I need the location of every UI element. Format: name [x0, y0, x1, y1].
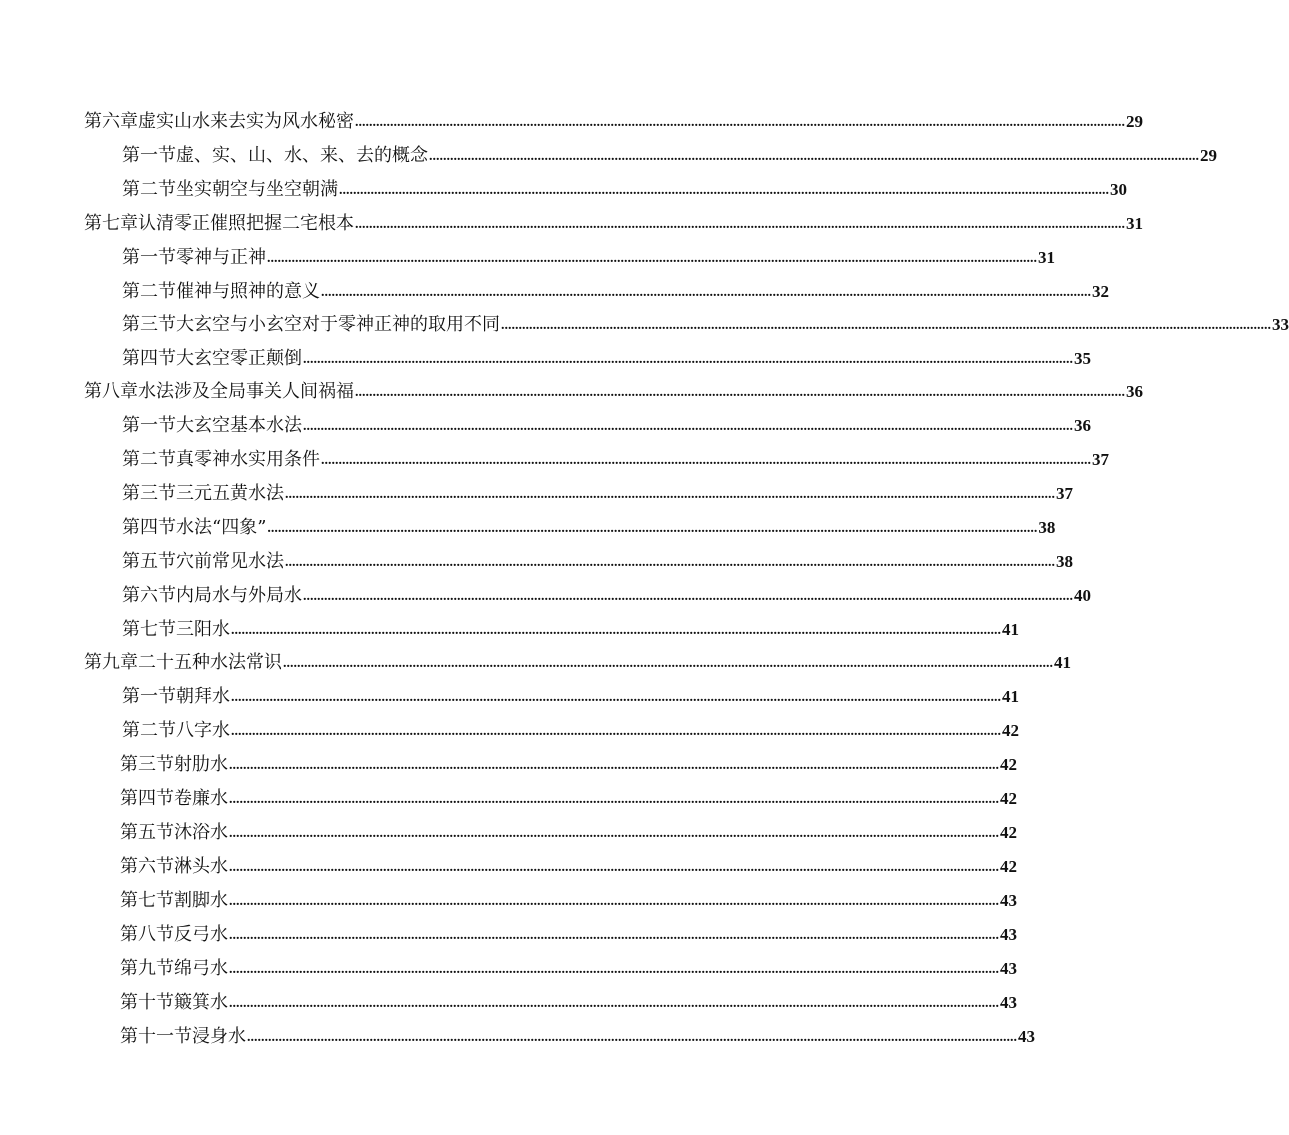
- toc-entry-number: 第十一节: [120, 1026, 192, 1047]
- toc-section-entry[interactable]: [122, 340, 1091, 370]
- toc-section-entry[interactable]: [122, 678, 1019, 708]
- toc-dot-leader: ............................................................................................................................................................................................................................: [285, 487, 1055, 502]
- toc-entry-title: 朝拜水: [176, 686, 230, 707]
- toc-dot-leader: ............................................................................................................................................................................................................................: [231, 623, 1001, 638]
- toc-chapter-entry[interactable]: [84, 644, 1071, 674]
- toc-entry-title: 簸箕水: [174, 992, 228, 1013]
- toc-dot-leader: ............................................................................................................................................................................................................................: [355, 385, 1125, 400]
- toc-dot-leader: ............................................................................................................................................................................................................................: [229, 792, 999, 807]
- toc-entry-number: 第七章: [84, 213, 138, 234]
- toc-entry-number: 第十节: [120, 992, 174, 1013]
- toc-entry-page-number: 29: [1126, 112, 1143, 131]
- toc-dot-leader: ............................................................................................................................................................................................................................: [229, 758, 999, 773]
- toc-dot-leader: ............................................................................................................................................................................................................................: [339, 183, 1109, 198]
- toc-entry-number: 第九章: [84, 652, 138, 673]
- toc-entry-title: 淋头水: [174, 856, 228, 877]
- toc-entry-title: 虚实山水来去实为风水秘密: [138, 111, 354, 132]
- toc-dot-leader: ............................................................................................................................................................................................................................: [303, 589, 1073, 604]
- toc-section-entry[interactable]: [122, 273, 1109, 303]
- toc-dot-leader: ............................................................................................................................................................................................................................: [229, 996, 999, 1011]
- toc-section-entry[interactable]: [122, 543, 1073, 573]
- toc-entry-page-number: 33: [1272, 315, 1289, 334]
- toc-entry-number: 第八章: [84, 381, 138, 402]
- toc-dot-leader: ............................................................................................................................................................................................................................: [285, 555, 1055, 570]
- toc-entry-title: 水法“四象”: [176, 517, 267, 538]
- toc-entry-number: 第六节: [122, 585, 176, 606]
- toc-section-entry[interactable]: [122, 137, 1217, 167]
- toc-entry-number: 第七节: [120, 890, 174, 911]
- toc-entry-page-number: 42: [1000, 823, 1017, 842]
- toc-entry-number: 第一节: [122, 686, 176, 707]
- toc-dot-leader: ............................................................................................................................................................................................................................: [267, 521, 1038, 536]
- toc-dot-leader: ............................................................................................................................................................................................................................: [303, 352, 1073, 367]
- toc-entry-number: 第六章: [84, 111, 138, 132]
- toc-entry-page-number: 41: [1002, 687, 1019, 706]
- toc-dot-leader: ............................................................................................................................................................................................................................: [321, 285, 1091, 300]
- toc-entry-page-number: 42: [1000, 857, 1017, 876]
- toc-entry-title: 大玄空零正颠倒: [176, 348, 302, 369]
- toc-entry-title: 八字水: [176, 720, 230, 741]
- toc-section-entry[interactable]: [120, 780, 1017, 810]
- toc-dot-leader: ............................................................................................................................................................................................................................: [303, 419, 1073, 434]
- toc-entry-page-number: 37: [1056, 484, 1073, 503]
- toc-entry-number: 第四节: [120, 788, 174, 809]
- toc-entry-title: 二十五种水法常识: [138, 652, 282, 673]
- toc-section-entry[interactable]: [120, 746, 1017, 776]
- toc-entry-number: 第三节: [122, 483, 176, 504]
- toc-entry-title: 卷廉水: [174, 788, 228, 809]
- toc-entry-title: 认清零正催照把握二宅根本: [138, 213, 354, 234]
- toc-dot-leader: ............................................................................................................................................................................................................................: [229, 928, 999, 943]
- toc-section-entry[interactable]: [122, 239, 1055, 269]
- toc-entry-number: 第九节: [120, 958, 174, 979]
- toc-dot-leader: ............................................................................................................................................................................................................................: [429, 149, 1199, 164]
- toc-entry-title: 大玄空基本水法: [176, 415, 302, 436]
- toc-entry-page-number: 43: [1018, 1027, 1035, 1046]
- toc-entry-title: 三阳水: [176, 619, 230, 640]
- toc-dot-leader: ............................................................................................................................................................................................................................: [229, 826, 999, 841]
- toc-entry-title: 反弓水: [174, 924, 228, 945]
- toc-entry-number: 第七节: [122, 619, 176, 640]
- toc-entry-title: 三元五黄水法: [176, 483, 284, 504]
- toc-entry-title: 水法涉及全局事关人间祸福: [138, 381, 354, 402]
- toc-dot-leader: ............................................................................................................................................................................................................................: [267, 251, 1037, 266]
- toc-entry-page-number: 43: [1000, 993, 1017, 1012]
- toc-section-entry[interactable]: [120, 848, 1017, 878]
- toc-section-entry[interactable]: [122, 475, 1073, 505]
- toc-entry-page-number: 43: [1000, 891, 1017, 910]
- toc-entry-page-number: 31: [1038, 248, 1055, 267]
- toc-section-entry[interactable]: [120, 984, 1017, 1014]
- toc-entry-page-number: 42: [1002, 721, 1019, 740]
- toc-entry-page-number: 29: [1200, 146, 1217, 165]
- toc-entry-number: 第一节: [122, 415, 176, 436]
- toc-entry-title: 浸身水: [192, 1026, 246, 1047]
- toc-entry-page-number: 32: [1092, 282, 1109, 301]
- toc-chapter-entry[interactable]: [84, 103, 1143, 133]
- toc-section-entry[interactable]: [122, 577, 1091, 607]
- toc-section-entry[interactable]: [120, 950, 1017, 980]
- toc-dot-leader: ............................................................................................................................................................................................................................: [231, 724, 1001, 739]
- toc-entry-title: 割脚水: [174, 890, 228, 911]
- toc-section-entry[interactable]: [120, 882, 1017, 912]
- toc-entry-title: 射肋水: [174, 754, 228, 775]
- toc-entry-page-number: 30: [1110, 180, 1127, 199]
- toc-entry-page-number: 35: [1074, 349, 1091, 368]
- toc-section-entry[interactable]: [120, 814, 1017, 844]
- toc-entry-number: 第一节: [122, 247, 176, 268]
- toc-entry-page-number: 31: [1126, 214, 1143, 233]
- toc-section-entry[interactable]: [122, 407, 1091, 437]
- toc-entry-page-number: 42: [1000, 755, 1017, 774]
- toc-entry-title: 虚、实、山、水、来、去的概念: [176, 145, 428, 166]
- toc-entry-title: 坐实朝空与坐空朝满: [176, 179, 338, 200]
- toc-section-entry[interactable]: [122, 441, 1109, 471]
- toc-section-entry[interactable]: [122, 712, 1019, 742]
- toc-dot-leader: ............................................................................................................................................................................................................................: [229, 894, 999, 909]
- toc-dot-leader: ............................................................................................................................................................................................................................: [229, 962, 999, 977]
- toc-entry-page-number: 42: [1000, 789, 1017, 808]
- toc-entry-page-number: 38: [1038, 518, 1056, 537]
- toc-entry-number: 第四节: [122, 348, 176, 369]
- toc-entry-page-number: 36: [1126, 382, 1143, 401]
- toc-dot-leader: ............................................................................................................................................................................................................................: [501, 318, 1271, 333]
- toc-entry-page-number: 43: [1000, 925, 1017, 944]
- toc-entry-title: 催神与照神的意义: [176, 281, 320, 302]
- toc-entry-number: 第四节: [122, 517, 176, 538]
- toc-chapter-entry[interactable]: [84, 205, 1143, 235]
- toc-entry-title: 内局水与外局水: [176, 585, 302, 606]
- toc-entry-number: 第二节: [122, 720, 176, 741]
- toc-section-entry[interactable]: [120, 1018, 1035, 1048]
- toc-entry-number: 第五节: [122, 551, 176, 572]
- toc-dot-leader: ............................................................................................................................................................................................................................: [355, 217, 1125, 232]
- toc-entry-title: 零神与正神: [176, 247, 266, 268]
- toc-entry-number: 第二节: [122, 179, 176, 200]
- toc-entry-number: 第五节: [120, 822, 174, 843]
- toc-section-entry[interactable]: [122, 611, 1019, 641]
- toc-entry-number: 第一节: [122, 145, 176, 166]
- toc-entry-title: 绵弓水: [174, 958, 228, 979]
- toc-section-entry[interactable]: [120, 916, 1017, 946]
- toc-section-entry[interactable]: [122, 171, 1127, 201]
- toc-entry-title: 沐浴水: [174, 822, 228, 843]
- toc-dot-leader: ............................................................................................................................................................................................................................: [283, 656, 1053, 671]
- toc-entry-page-number: 37: [1092, 450, 1109, 469]
- toc-entry-page-number: 38: [1056, 552, 1073, 571]
- toc-entry-number: 第三节: [120, 754, 174, 775]
- toc-entry-number: 第三节: [122, 314, 176, 335]
- toc-dot-leader: ............................................................................................................................................................................................................................: [229, 860, 999, 875]
- toc-section-entry[interactable]: [122, 509, 1056, 539]
- toc-dot-leader: ............................................................................................................................................................................................................................: [247, 1030, 1017, 1045]
- toc-entry-page-number: 36: [1074, 416, 1091, 435]
- toc-chapter-entry[interactable]: [84, 373, 1143, 403]
- toc-entry-page-number: 41: [1054, 653, 1071, 672]
- toc-dot-leader: ............................................................................................................................................................................................................................: [231, 690, 1001, 705]
- toc-entry-title: 真零神水实用条件: [176, 449, 320, 470]
- toc-entry-title: 大玄空与小玄空对于零神正神的取用不同: [176, 314, 500, 335]
- toc-entry-page-number: 40: [1074, 586, 1091, 605]
- toc-entry-page-number: 43: [1000, 959, 1017, 978]
- toc-entry-number: 第二节: [122, 449, 176, 470]
- toc-entry-number: 第二节: [122, 281, 176, 302]
- toc-entry-number: 第八节: [120, 924, 174, 945]
- toc-entry-number: 第六节: [120, 856, 174, 877]
- toc-entry-title: 穴前常见水法: [176, 551, 284, 572]
- toc-dot-leader: ............................................................................................................................................................................................................................: [355, 115, 1125, 130]
- toc-section-entry[interactable]: [122, 306, 1289, 336]
- toc-dot-leader: ............................................................................................................................................................................................................................: [321, 453, 1091, 468]
- toc-entry-page-number: 41: [1002, 620, 1019, 639]
